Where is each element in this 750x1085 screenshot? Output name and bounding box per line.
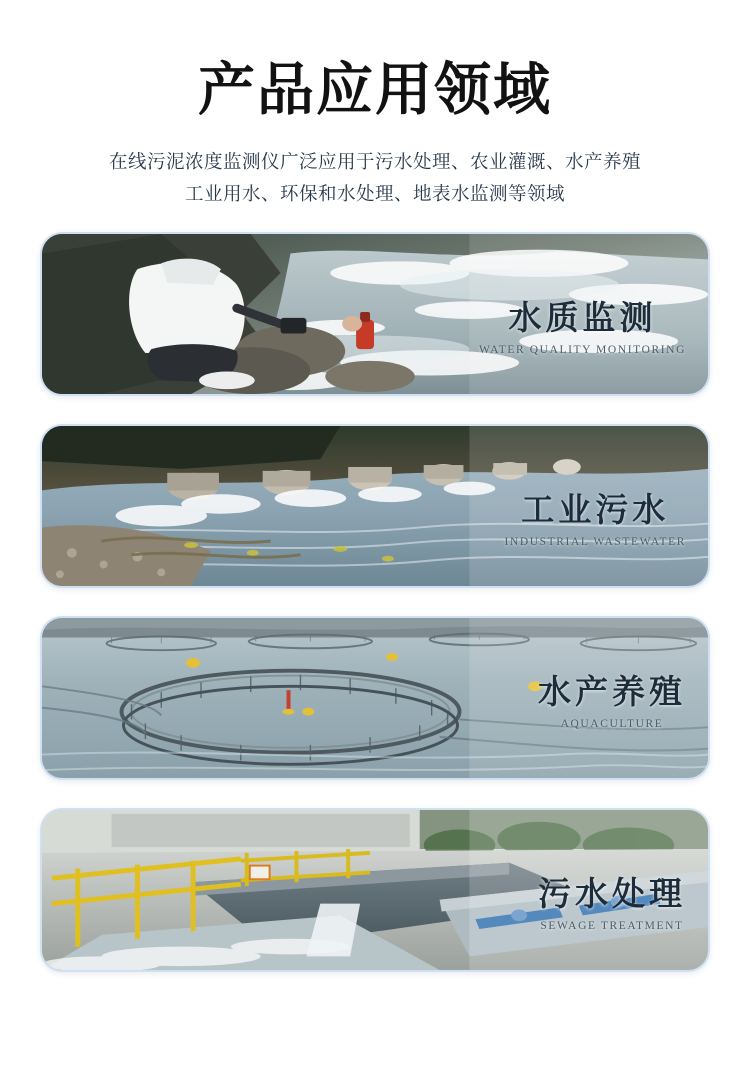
card-label-en: INDUSTRIAL WASTEWATER [504,535,686,548]
subtitle-line-1: 在线污泥浓度监测仪广泛应用于污水处理、农业灌溉、水产养殖 [108,150,641,172]
application-card-list [0,232,750,972]
page-subtitle [0,146,750,211]
card-label-cn: 污水处理 [538,875,686,913]
card-label-water-quality-monitoring [479,298,686,356]
card-label-sewage-treatment [538,874,686,932]
card-label-en: SEWAGE TREATMENT [540,919,684,932]
application-card-water-quality-monitoring[interactable] [40,232,710,396]
card-label-cn: 水质监测 [508,299,657,337]
card-label-cn: 水产养殖 [538,673,686,711]
card-label-en: AQUACULTURE [560,718,664,731]
card-label-aquaculture [538,673,686,731]
page-title: 产品应用领域 [198,58,552,122]
page-header [0,0,750,210]
application-card-sewage-treatment[interactable] [40,808,710,972]
card-label-industrial-wastewater [505,490,687,548]
card-label-en: WATER QUALITY MONITORING [478,343,686,356]
application-card-aquaculture[interactable] [40,616,710,780]
card-label-cn: 工业污水 [521,491,670,529]
subtitle-line-2: 工业用水、环保和水处理、地表水监测等领域 [184,182,565,204]
application-card-industrial-wastewater[interactable] [40,424,710,588]
